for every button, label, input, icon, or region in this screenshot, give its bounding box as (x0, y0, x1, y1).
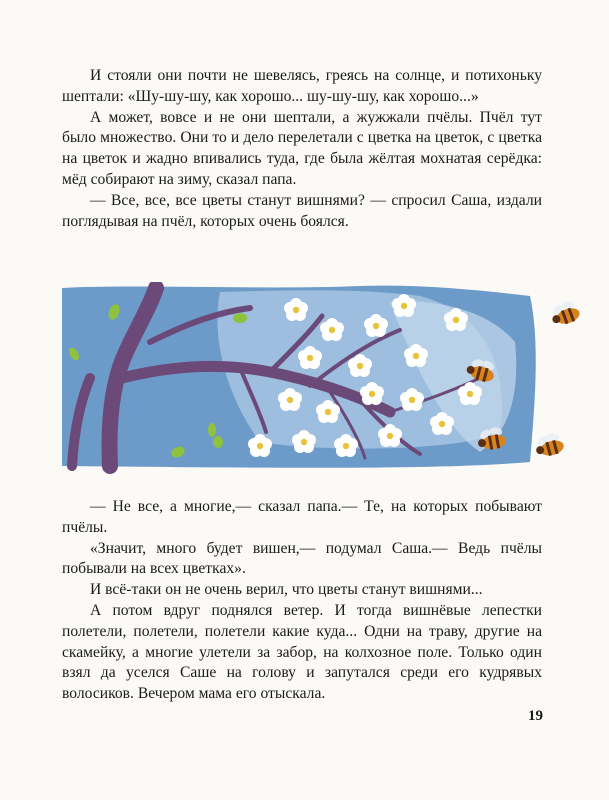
paragraph: И всё-таки он не очень верил, что цветы станут вишнями... (90, 581, 483, 599)
text-block-bottom (62, 497, 542, 705)
page-number: 19 (528, 708, 543, 724)
paragraph: А может, вовсе и не они шептали, а жужжали пчёлы. Пчёл тут было множество. Они то и дело перелетали с цветка на цветок, с цветка на цветок и жадно впивались туда, где была жёлтая мохнатая серёдка: мёд собирают на зиму, сказал папа. (62, 108, 542, 188)
text-block-top (62, 66, 542, 232)
paragraph: И стояли они почти не шевелясь, греясь на солнце, и потихоньку шептали: «Шу-шу-шу, как хорошо... шу-шу-шу, как хорошо...» (62, 67, 542, 105)
paragraph: — Не все, а многие,— сказал папа.— Те, на которых побывают пчёлы. (62, 498, 542, 536)
paragraph: — Все, все, все цветы станут вишнями? — спросил Саша, издали поглядывая на пчёл, которых очень боялся. (62, 191, 542, 230)
paragraph: А потом вдруг поднялся ветер. И тогда вишнёвые лепестки полетели, полетели, полетели какие куда... Одни на траву, другие на скамейку, а многие улетели за забор, на колхозное поле. Только один взял да уселся Саше на голову и запутался среди его кудрявых волосиков. Вечером мама его отыскала. (62, 601, 542, 703)
cherry-blossom-illustration (60, 282, 590, 480)
paragraph: «Значит, много будет вишен,— подумал Саша.— Ведь пчёлы побывали на всех цветках». (62, 539, 542, 578)
